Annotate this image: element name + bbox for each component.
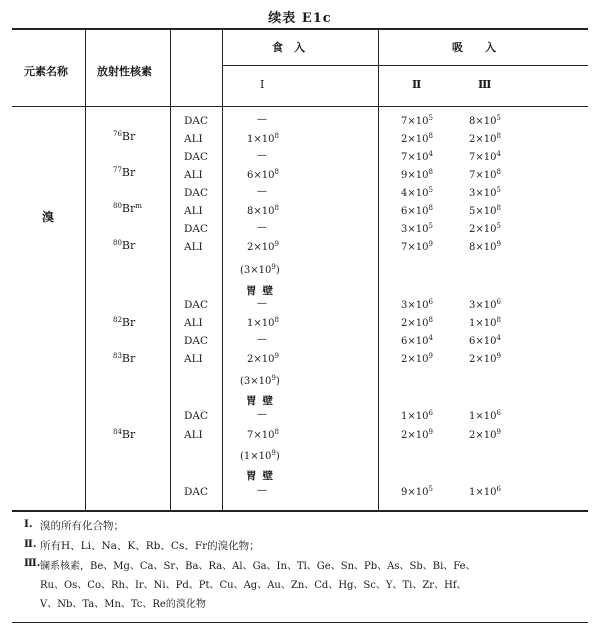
inhalation-class-iii-value: $8\times 10^9$ <box>469 240 501 253</box>
ingestion-class-i-value: $2\times 10^9$ <box>247 352 279 365</box>
element-name: 溴 <box>42 210 55 224</box>
inhalation-class-iii-value: $1\times 10^6$ <box>469 409 501 422</box>
table-title: 续表 E1c <box>268 11 332 26</box>
col-divider-4 <box>378 28 379 510</box>
inhalation-class-iii-value: $6\times 10^4$ <box>469 334 501 347</box>
stomach-note-paren-3: $(1\times 10^9)$ <box>240 449 280 462</box>
nuclide-br80: $^{80}$Br <box>113 239 136 252</box>
ingestion-class-i-value: — <box>257 334 267 345</box>
row-type-dac: DAC <box>184 335 209 347</box>
nuclide-br80m: $^{80}$Br$^m$ <box>113 202 142 215</box>
header-class-i: I <box>260 78 265 91</box>
footnote-1-num: I. <box>24 518 33 530</box>
inhalation-class-ii-value: $3\times 10^6$ <box>401 298 433 311</box>
row-type-dac: DAC <box>184 299 209 311</box>
header-nuclide: 放射性核素 <box>97 65 152 78</box>
row-type-ali: ALI <box>184 429 203 441</box>
ingestion-class-i-value: — <box>257 186 267 197</box>
ingestion-class-i-value: $1\times 10^8$ <box>247 132 279 145</box>
footnote-1-text: 溴的所有化合物； <box>40 520 124 532</box>
inhalation-class-ii-value: $1\times 10^6$ <box>401 409 433 422</box>
inhalation-class-iii-value: $3\times 10^6$ <box>469 298 501 311</box>
inhalation-class-iii-value: $5\times 10^8$ <box>469 204 501 217</box>
footnote-3-text: 镧系核素，Be、Mg、Ca、Sr、Ba、Ra、Al、Ga、In、Tl、Ge、Sn、Pb、As、Sb、Bi、Fe、 <box>40 561 476 572</box>
stomach-note-organ-3: 胃壁 <box>246 470 279 482</box>
inhalation-class-ii-value: $2\times 10^9$ <box>401 428 433 441</box>
inhalation-class-ii-value: $9\times 10^8$ <box>401 168 433 181</box>
ingestion-class-i-value: $6\times 10^8$ <box>247 168 279 181</box>
inhalation-class-ii-value: $7\times 10^9$ <box>401 240 433 253</box>
ingestion-class-i-value: — <box>257 114 267 125</box>
row-type-ali: ALI <box>184 205 203 217</box>
row-type-ali: ALI <box>184 317 203 329</box>
inhalation-class-iii-value: $8\times 10^5$ <box>469 114 501 127</box>
inhalation-class-ii-value: $4\times 10^5$ <box>401 186 433 199</box>
inhalation-class-iii-value: $2\times 10^5$ <box>469 222 501 235</box>
ingestion-class-i-value: $1\times 10^8$ <box>247 316 279 329</box>
stomach-note-paren-1: $(3\times 10^9)$ <box>240 263 280 276</box>
row-type-dac: DAC <box>184 187 209 199</box>
ingestion-class-i-value: — <box>257 485 267 496</box>
nuclide-br76: $^{76}$Br <box>113 130 136 143</box>
inhalation-class-iii-value: $1\times 10^8$ <box>469 316 501 329</box>
ingestion-class-i-value: $7\times 10^8$ <box>247 428 279 441</box>
header-class-ii: Ⅱ <box>412 78 422 91</box>
footnote-2-text: 所有H、Li、Na、K、Rb、Cs、Fr的溴化物； <box>40 540 260 552</box>
header-subdivider <box>222 65 588 66</box>
ingestion-class-i-value: — <box>257 409 267 420</box>
inhalation-class-ii-value: $2\times 10^9$ <box>401 352 433 365</box>
ingestion-class-i-value: $2\times 10^9$ <box>247 240 279 253</box>
table-bottom-border <box>12 510 588 512</box>
inhalation-class-ii-value: $6\times 10^4$ <box>401 334 433 347</box>
stomach-note-organ-1: 胃壁 <box>246 285 279 297</box>
footnote-3-cont-1: Ru、Os、Co、Rh、Ir、Ni、Pd、Pt、Cu、Ag、Au、Zn、Cd、Hg、Sc、Y、Ti、Zr、Hf、 <box>40 580 467 591</box>
footnote-2-num: Ⅱ. <box>24 538 37 550</box>
row-type-dac: DAC <box>184 410 209 422</box>
inhalation-class-ii-value: $6\times 10^8$ <box>401 204 433 217</box>
nuclide-br84: $^{84}$Br <box>113 428 136 441</box>
col-divider-2 <box>170 28 171 510</box>
col-divider-1 <box>85 28 86 510</box>
page-bottom-rule <box>12 622 588 623</box>
inhalation-class-iii-value: $2\times 10^8$ <box>469 132 501 145</box>
row-type-ali: ALI <box>184 353 203 365</box>
inhalation-class-iii-value: $2\times 10^9$ <box>469 428 501 441</box>
col-divider-3 <box>222 28 223 510</box>
header-class-iii: Ⅲ <box>478 78 492 91</box>
ingestion-class-i-value: — <box>257 222 267 233</box>
header-bottom-border <box>12 106 588 107</box>
inhalation-class-iii-value: $3\times 10^5$ <box>469 186 501 199</box>
ingestion-class-i-value: — <box>257 298 267 309</box>
stomach-note-organ-2: 胃壁 <box>246 395 279 407</box>
header-element: 元素名称 <box>24 65 68 78</box>
row-type-ali: ALI <box>184 133 203 145</box>
row-type-dac: DAC <box>184 223 209 235</box>
nuclide-br77: $^{77}$Br <box>113 166 136 179</box>
inhalation-class-iii-value: $1\times 10^6$ <box>469 485 501 498</box>
row-type-dac: DAC <box>184 151 209 163</box>
nuclide-br82: $^{82}$Br <box>113 316 136 329</box>
header-inhalation: 吸 入 <box>452 41 496 54</box>
inhalation-class-iii-value: $7\times 10^8$ <box>469 168 501 181</box>
inhalation-class-ii-value: $7\times 10^4$ <box>401 150 433 163</box>
row-type-dac: DAC <box>184 486 209 498</box>
inhalation-class-ii-value: $7\times 10^5$ <box>401 114 433 127</box>
row-type-ali: ALI <box>184 241 203 253</box>
inhalation-class-ii-value: $2\times 10^8$ <box>401 132 433 145</box>
ingestion-class-i-value: $8\times 10^8$ <box>247 204 279 217</box>
inhalation-class-ii-value: $2\times 10^8$ <box>401 316 433 329</box>
footnote-3-num: Ⅲ. <box>24 557 41 569</box>
nuclide-br83: $^{83}$Br <box>113 352 136 365</box>
inhalation-class-iii-value: $7\times 10^4$ <box>469 150 501 163</box>
inhalation-class-iii-value: $2\times 10^9$ <box>469 352 501 365</box>
inhalation-class-ii-value: $3\times 10^5$ <box>401 222 433 235</box>
ingestion-class-i-value: — <box>257 150 267 161</box>
row-type-dac: DAC <box>184 115 209 127</box>
inhalation-class-ii-value: $9\times 10^5$ <box>401 485 433 498</box>
header-ingestion: 食 入 <box>272 41 305 54</box>
top-border <box>12 28 588 30</box>
footnote-3-cont-2: V、Nb、Ta、Mn、Tc、Re的溴化物 <box>40 599 206 610</box>
row-type-ali: ALI <box>184 169 203 181</box>
stomach-note-paren-2: $(3\times 10^9)$ <box>240 374 280 387</box>
